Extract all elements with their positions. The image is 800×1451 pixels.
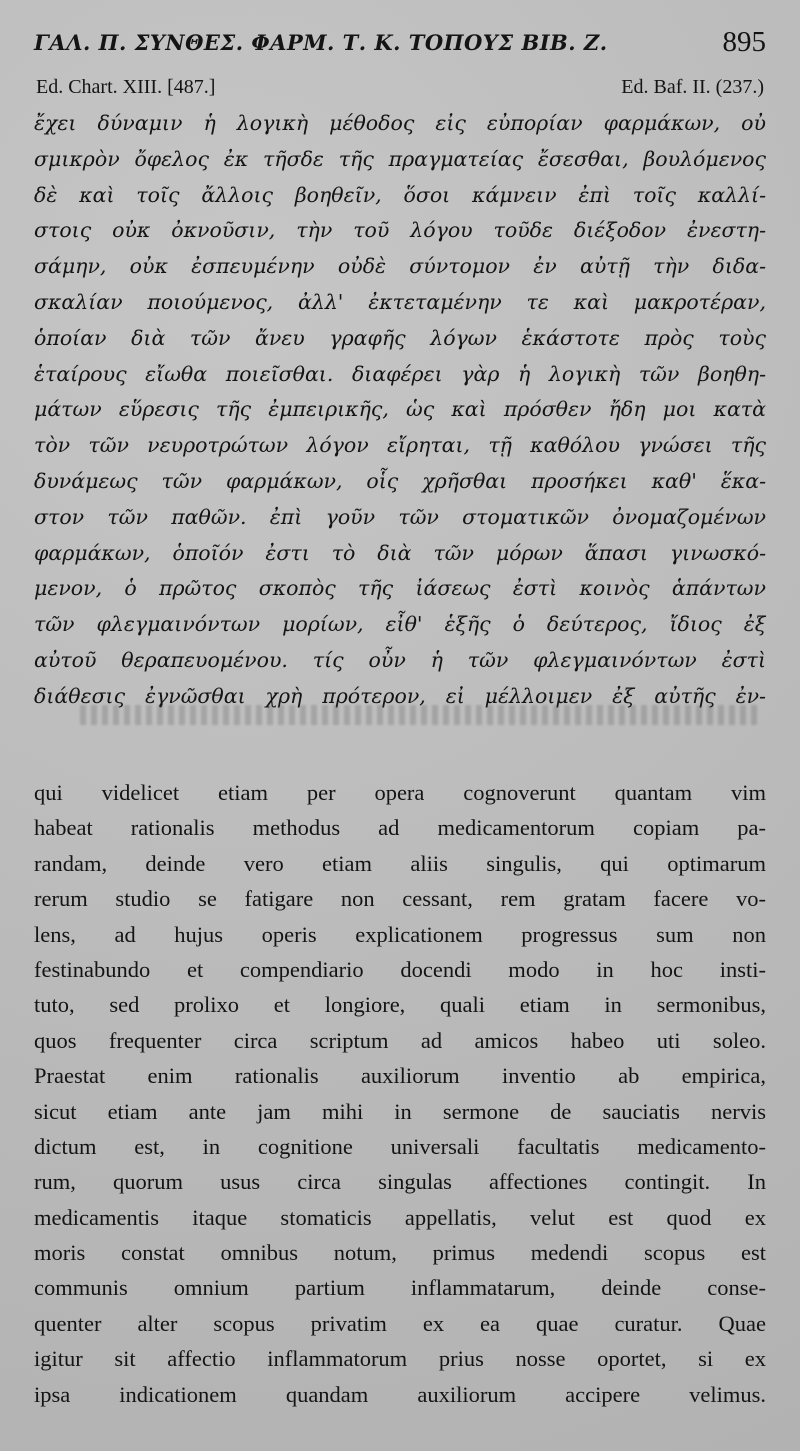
latin-text-line: lens, ad hujus operis explicationem progressus sum non	[34, 921, 766, 947]
edition-basel: Ed. Baf. II. (237.)	[621, 76, 764, 98]
greek-text-line: φαρμάκων, ὁποῖόν ἐστι τὸ διὰ τῶν μόρων ἅπασι γινωσκό-	[34, 540, 766, 565]
latin-text-line: moris constat omnibus notum, primus medendi scopus est	[34, 1240, 766, 1266]
latin-text-line: randam, deinde vero etiam aliis singulis, qui optimarum	[34, 850, 766, 876]
greek-text-line: στον τῶν παθῶν. ἐπὶ γοῦν τῶν στοματικῶν ὀνομαζομένων	[34, 504, 766, 529]
greek-text-line: δὲ καὶ τοῖς ἄλλοις βοηθεῖν, ὅσοι κάμνειν ἐπὶ τοῖς καλλί-	[34, 182, 766, 207]
greek-text-line: σκαλίαν ποιούμενος, ἀλλ' ἐκτεταμένην τε καὶ μακροτέραν,	[34, 289, 766, 314]
latin-text-line: rerum studio se fatigare non cessant, rem gratam facere vo-	[34, 886, 766, 912]
greek-text-line: ἑταίρους εἴωθα ποιεῖσθαι. διαφέρει γὰρ ἡ λογικὴ τῶν βοηθη-	[34, 361, 766, 386]
page-header	[34, 20, 766, 70]
latin-text-line: habeat rationalis methodus ad medicamentorum copiam pa-	[34, 815, 766, 841]
greek-text-line: δυνάμεως τῶν φαρμάκων, οἷς χρῆσθαι προσήκει καθ' ἕκα-	[34, 468, 766, 493]
greek-text-line: αὐτοῦ θεραπευομένου. τίς οὖν ἡ τῶν φλεγμαινόντων ἐστὶ	[34, 647, 766, 672]
latin-text-line: rum, quorum usus circa singulas affectiones contingit. In	[34, 1169, 766, 1195]
show-through-bleed	[80, 705, 760, 725]
greek-text-line: ὁποίαν διὰ τῶν ἄνευ γραφῆς λόγων ἑκάστοτε πρὸς τοὺς	[34, 325, 766, 350]
latin-text-line: dictum est, in cognitione universali facultatis medicamento-	[34, 1133, 766, 1159]
greek-text-block	[34, 106, 766, 715]
latin-text-line: quos frequenter circa scriptum ad amicos habeo uti soleo.	[34, 1027, 766, 1053]
greek-text-line: στοις οὐκ ὀκνοῦσιν, τὴν τοῦ λόγου τοῦδε διέξοδον ἐνεστη-	[34, 218, 766, 243]
latin-text-line: Praestat enim rationalis auxiliorum inventio ab empirica,	[34, 1063, 766, 1089]
edition-references	[36, 76, 764, 106]
page-number: 895	[722, 26, 766, 58]
latin-text-line: quenter alter scopus privatim ex ea quae curatur. Quae	[34, 1310, 766, 1336]
greek-text-line: τὸν τῶν νευροτρώτων λόγον εἴρηται, τῇ καθόλου γνώσει τῆς	[34, 433, 766, 458]
latin-text-line: ipsa indicationem quandam auxiliorum accipere velimus.	[34, 1381, 766, 1407]
latin-text-line: tuto, sed prolixo et longiore, quali etiam in sermonibus,	[34, 992, 766, 1018]
latin-text-line: medicamentis itaque stomaticis appellatis, velut est quod ex	[34, 1204, 766, 1230]
greek-text-line: τῶν φλεγμαινόντων μορίων, εἶθ' ἑξῆς ὁ δεύτερος, ἴδιος ἐξ	[34, 612, 766, 637]
running-title: ΓΑΛ. Π. ΣΥΝΘΕΣ. ΦΑΡΜ. Τ. Κ. ΤΟΠΟΥΣ ΒΙΒ. Ζ.	[34, 30, 608, 55]
latin-text-block	[34, 775, 766, 1412]
greek-text-line: διάθεσις ἐγνῶσθαι χρὴ πρότερον, εἰ μέλλοιμεν ἐξ αὐτῆς ἐν-	[34, 683, 766, 708]
latin-text-line: festinabundo et compendiario docendi modo in hoc insti-	[34, 956, 766, 982]
greek-text-line: μενον, ὁ πρῶτος σκοπὸς τῆς ἰάσεως ἐστὶ κοινὸς ἁπάντων	[34, 576, 766, 601]
greek-text-line: σμικρὸν ὄφελος ἐκ τῆσδε τῆς πραγματείας ἔσεσθαι, βουλόμενος	[34, 146, 766, 171]
latin-text-line: qui videlicet etiam per opera cognoverunt quantam vim	[34, 780, 766, 805]
latin-text-line: communis omnium partium inflammatarum, deinde conse-	[34, 1275, 766, 1301]
edition-chartier: Ed. Chart. XIII. [487.]	[36, 76, 216, 98]
latin-text-line: sicut etiam ante jam mihi in sermone de sauciatis nervis	[34, 1098, 766, 1124]
greek-text-line: σάμην, οὐκ ἐσπευμένην οὐδὲ σύντομον ἐν αὐτῇ τὴν διδα-	[34, 254, 766, 279]
latin-text-line: igitur sit affectio inflammatorum prius nosse oportet, si ex	[34, 1346, 766, 1372]
greek-text-line: ἔχει δύναμιν ἡ λογικὴ μέθοδος εἰς εὐπορίαν φαρμάκων, οὐ	[34, 111, 766, 135]
greek-text-line: μάτων εὕρεσις τῆς ἐμπειρικῆς, ὡς καὶ πρόσθεν ἤδη μοι κατὰ	[34, 397, 766, 422]
